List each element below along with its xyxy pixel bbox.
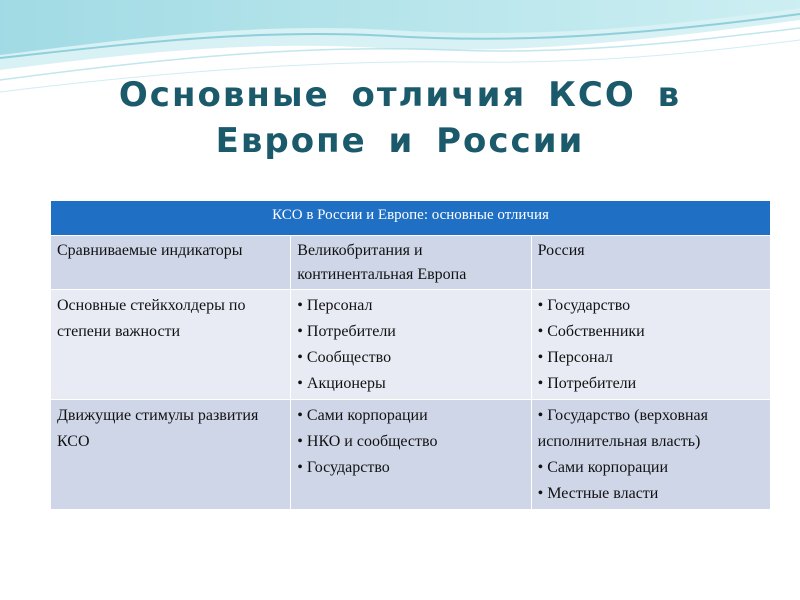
row-indicator: Основные стейкхолдеры по степени важности [51, 290, 291, 400]
table-row [51, 290, 771, 400]
column-header-indicators: Сравниваемые индикаторы [51, 236, 291, 290]
list-item: • Государство (верховная исполнительная власть) [538, 403, 764, 455]
list-item: • Государство [538, 293, 764, 319]
title-line-2: Европе и России [215, 121, 585, 161]
list-item: • Государство [297, 455, 524, 481]
slide-title [0, 72, 800, 164]
list-item: • Сами корпорации [297, 403, 524, 429]
column-header-europe: Великобритания и континентальная Европа [291, 236, 531, 290]
list-item: • Собственники [538, 319, 764, 345]
europe-list [297, 293, 524, 397]
russia-cell [531, 400, 770, 510]
list-item: • Акционеры [297, 371, 524, 397]
list-item: • Местные власти [538, 481, 764, 507]
list-item: • Сами корпорации [538, 455, 764, 481]
russia-list [538, 403, 764, 507]
europe-cell [291, 400, 531, 510]
list-item: • Потребители [297, 319, 524, 345]
table-caption-row [51, 201, 771, 236]
list-item: • Сообщество [297, 345, 524, 371]
table-row [51, 400, 771, 510]
table-header-row [51, 236, 771, 290]
table-caption: КСО в России и Европе: основные отличия [51, 201, 771, 236]
list-item: • Персонал [538, 345, 764, 371]
europe-cell [291, 290, 531, 400]
russia-list [538, 293, 764, 397]
russia-cell [531, 290, 770, 400]
column-header-russia: Россия [531, 236, 770, 290]
list-item: • Персонал [297, 293, 524, 319]
row-indicator: Движущие стимулы развития КСО [51, 400, 291, 510]
comparison-table [50, 200, 771, 510]
list-item: • НКО и сообщество [297, 429, 524, 455]
europe-list [297, 403, 524, 481]
list-item: • Потребители [538, 371, 764, 397]
title-line-1: Основные отличия КСО в [118, 75, 682, 115]
